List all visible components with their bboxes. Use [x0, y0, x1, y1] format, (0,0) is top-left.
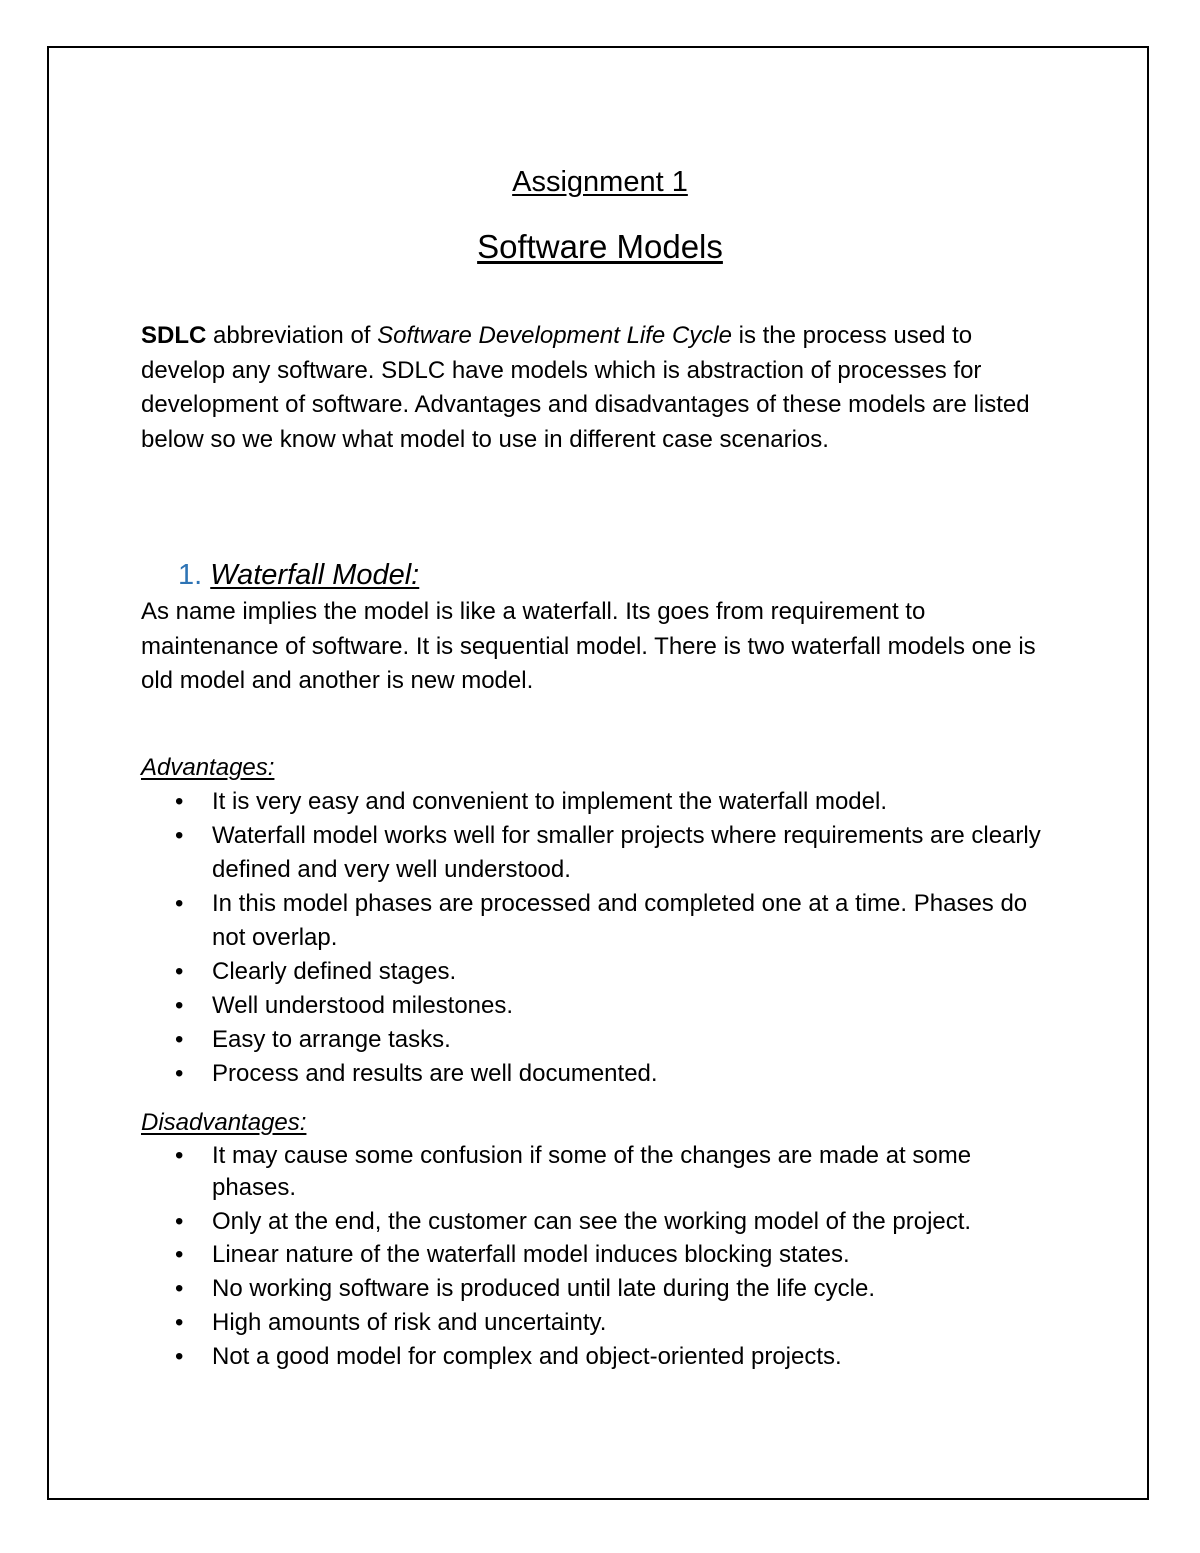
disadvantages-heading — [141, 1106, 1061, 1141]
list-item — [141, 1206, 1041, 1238]
disadvantages-label: Disadvantages: — [141, 1109, 307, 1136]
list-item-text: Process and results are well documented. — [212, 1060, 658, 1087]
section-title: Waterfall Model: — [210, 559, 420, 591]
section-heading — [178, 557, 419, 593]
list-item — [141, 1307, 1041, 1339]
list-item — [141, 1341, 1041, 1373]
description-text: As name implies the model is like a waterfall. Its goes from requirement to maintenance of software. It is sequential model. There is two waterfall models one is old model and another is new model. — [141, 598, 1036, 694]
bullet-icon: • — [175, 1308, 184, 1336]
bullet-icon: • — [175, 958, 184, 985]
bullet-icon: • — [175, 992, 184, 1019]
bullet-icon: • — [175, 822, 184, 849]
intro-text-1: abbreviation of — [206, 322, 378, 349]
bullet-icon: • — [175, 1060, 184, 1087]
advantages-list — [141, 785, 1041, 1091]
bullet-icon: • — [175, 1142, 184, 1169]
bullet-icon: • — [175, 1241, 184, 1269]
bullet-icon: • — [175, 1026, 184, 1053]
list-item — [141, 955, 1041, 989]
list-item — [141, 1140, 1041, 1204]
list-item-text: Waterfall model works well for smaller projects where requirements are clearly defined and very well understood. — [212, 822, 1041, 883]
list-item-text: Well understood milestones. — [212, 992, 514, 1019]
list-item — [141, 1239, 1041, 1271]
bullet-icon: • — [175, 788, 184, 815]
list-item-text: High amounts of risk and uncertainty. — [212, 1308, 607, 1336]
section-number: 1. — [178, 559, 203, 591]
list-item — [141, 785, 1041, 819]
section-description — [141, 595, 1061, 699]
bullet-icon: • — [175, 1342, 184, 1370]
document-title: Assignment 1 — [512, 166, 688, 198]
document-subtitle: Software Models — [477, 228, 723, 265]
bullet-icon: • — [175, 1207, 184, 1235]
list-item — [141, 887, 1041, 955]
sdlc-full-name: Software Development Life Cycle — [377, 322, 732, 349]
list-item-text: No working software is produced until late during the life cycle. — [212, 1275, 875, 1303]
disadvantages-list — [141, 1140, 1041, 1375]
advantages-label: Advantages: — [141, 754, 275, 781]
list-item — [141, 1023, 1041, 1057]
list-item — [141, 989, 1041, 1023]
list-item-text: In this model phases are processed and completed one at a time. Phases do not overlap. — [212, 890, 1028, 951]
list-item — [141, 1057, 1041, 1091]
intro-paragraph — [141, 319, 1061, 457]
bullet-icon: • — [175, 1275, 184, 1303]
bullet-icon: • — [175, 890, 184, 917]
advantages-heading — [141, 751, 1061, 786]
list-item-text: Easy to arrange tasks. — [212, 1026, 451, 1053]
list-item-text: Not a good model for complex and object-oriented projects. — [212, 1342, 842, 1370]
list-item-text: It is very easy and convenient to implement the waterfall model. — [212, 788, 887, 815]
list-item-text: Linear nature of the waterfall model induces blocking states. — [212, 1241, 850, 1269]
list-item — [141, 819, 1041, 887]
intro-text-2: is the process used to develop any software. SDLC have models which is abstraction of processes for development of software. Advantages and disadvantages of these models are listed below so we know what model to use in different case scenarios. — [141, 322, 1030, 453]
sdlc-term: SDLC — [141, 322, 207, 349]
list-item-text: Only at the end, the customer can see the working model of the project. — [212, 1207, 972, 1235]
list-item-text: It may cause some confusion if some of the changes are made at some phases. — [212, 1142, 972, 1201]
list-item-text: Clearly defined stages. — [212, 958, 457, 985]
list-item — [141, 1273, 1041, 1305]
